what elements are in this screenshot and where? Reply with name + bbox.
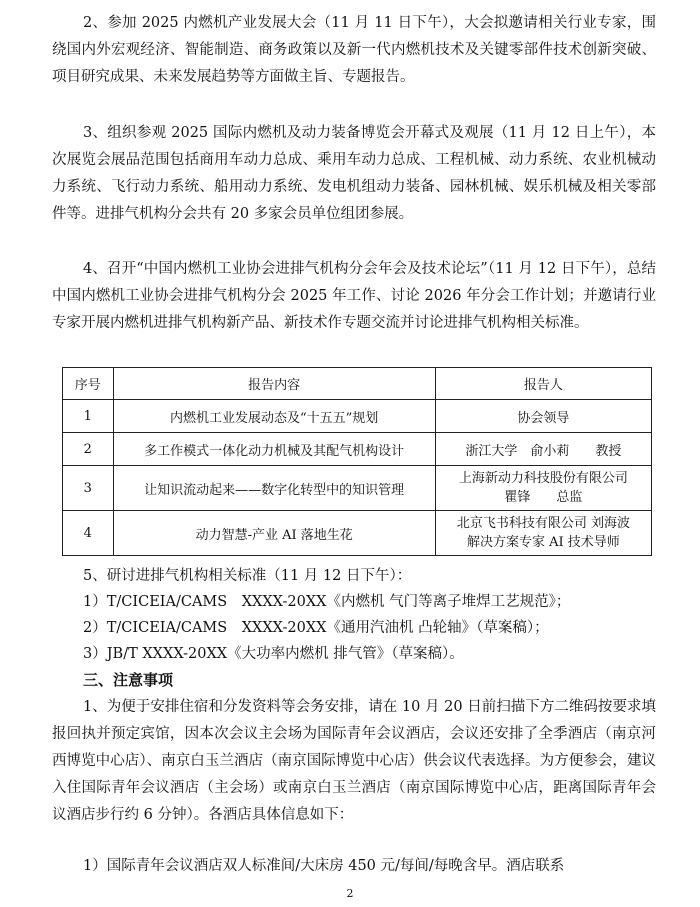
row-index: 3	[63, 466, 114, 511]
row-speaker	[435, 400, 651, 433]
row-content: 让知识流动起来——数字化转型中的知识管理	[113, 466, 435, 511]
row-speaker	[435, 433, 651, 466]
speaker-line: 上海新动力科技股份有限公司	[458, 471, 628, 486]
row-index: 4	[63, 511, 114, 556]
row-content: 多工作模式一体化动力机械及其配气机构设计	[113, 433, 435, 466]
table-row	[63, 466, 652, 511]
row-index: 1	[63, 400, 114, 433]
section-heading: 三、注意事项	[83, 671, 174, 689]
table-header-row	[63, 368, 652, 400]
header-index: 序号	[63, 368, 114, 400]
standard-item: 3）JB/T XXXX-20XX《大功率内燃机 排气管》（草案稿）。	[83, 646, 464, 662]
row-content: 内燃机工业发展动态及“十五五”规划	[113, 400, 435, 433]
speaker-line: 协会领导	[517, 410, 570, 426]
speaker-line: 解决方案专家 AI 技术导师	[467, 535, 620, 550]
hotel-line: 1）国际青年会议酒店双人标准间/大床房 450 元/每间/每晚含早。酒店联系	[83, 858, 565, 874]
row-speaker	[435, 511, 651, 556]
row-speaker	[435, 466, 651, 511]
table-row	[63, 433, 652, 466]
speaker-line: 北京飞书科技有限公司 刘海波	[456, 516, 630, 531]
speaker-line: 瞿锋 总监	[504, 490, 583, 505]
standard-item: 2）T/CICEIA/CAMS XXXX-20XX《通用汽油机 凸轮轴》（草案稿）；	[83, 620, 549, 636]
table-row	[63, 511, 652, 556]
header-speaker: 报告人	[435, 368, 651, 400]
row-content: 动力智慧-产业 AI 落地生花	[113, 511, 435, 556]
paragraph-conference: 2、参加 2025 内燃机产业发展大会（11 月 11 日下午），大会拟邀请相关行业专家，围绕国内外宏观经济、智能制造、商务政策以及新一代内燃机技术及关键零部件技术创新突破、项目研究成果、未来发展趋势等方面做主旨、专题报告。	[52, 15, 656, 85]
paragraph-notice: 1、为便于安排住宿和分发资料等会务安排，请在 10 月 20 日前扫描下方二维码按要求填报回执并预定宾馆，因本次会议主会场为国际青年会议酒店，会议还安排了全季酒店（南京河西博览中心店）、南京白玉兰酒店（南京国际博览中心店）供会议代表选择。为方便参会，建议入住国际青年会议酒店（主会场）或南京白玉兰酒店（南京国际博览中心店，距离国际青年会议酒店步行约 6 分钟）。各酒店具体信息如下：	[52, 699, 656, 823]
paragraph-expo-visit: 3、组织参观 2025 国际内燃机及动力装备博览会开幕式及观展（11 月 12 日上午），本次展览会展品范围包括商用车动力总成、乘用车动力总成、工程机械、动力系统、农业机械动力系统、飞行动力系统、船用动力系统、发电机组动力装备、园林机械、娱乐机械及相关零部件等。进排气机构分会共有 20 多家会员单位组团参展。	[52, 125, 656, 222]
report-schedule-table	[62, 367, 652, 556]
table-row	[63, 400, 652, 433]
header-content: 报告内容	[113, 368, 435, 400]
standard-item: 1）T/CICEIA/CAMS XXXX-20XX《内燃机 气门等离子堆焊工艺规范》；	[83, 594, 571, 610]
speaker-line: 浙江大学 俞小莉 教授	[465, 443, 622, 459]
row-index: 2	[63, 433, 114, 466]
paragraph-annual-meeting: 4、召开“中国内燃机工业协会进排气机构分会年会及技术论坛”（11 月 12 日下午），总结中国内燃机工业协会进排气机构分会 2025 年工作、讨论 2026 年分会工作计划；并邀请行业专家开展内燃机进排气机构新产品、新技术作专题交流并讨论进排气机构相关标准。	[52, 261, 656, 331]
page-number: 2	[346, 887, 354, 900]
item5-title: 5、研讨进排气机构相关标准（11 月 12 日下午）：	[83, 568, 412, 584]
